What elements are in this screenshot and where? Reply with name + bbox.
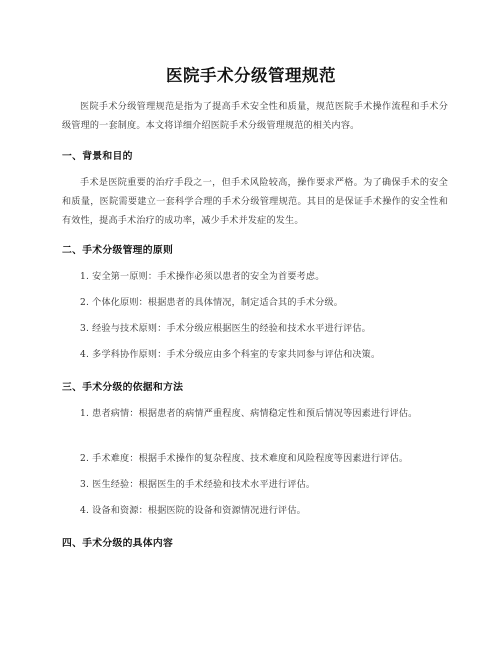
intro-paragraph: 医院手术分级管理规范是指为了提高手术安全性和质量，规范医院手术操作流程和手术分级管理的一套制度。本文将详细介绍医院手术分级管理规范的相关内容。	[62, 102, 448, 131]
list-item: 2. 个体化原则：根据患者的具体情况，制定适合其的手术分级。	[80, 298, 344, 308]
section-heading-principles: 二、手术分级管理的原则	[62, 245, 174, 256]
list-item: 1. 患者病情：根据患者的病情严重程度、病情稳定性和预后情况等因素进行评估。	[80, 409, 418, 419]
section-heading-content: 四、手术分级的具体内容	[62, 538, 174, 549]
list-item: 2. 手术难度：根据手术操作的复杂程度、技术难度和风险程度等因素进行评估。	[80, 454, 409, 464]
list-item: 1. 安全第一原则：手术操作必须以患者的安全为首要考虑。	[80, 272, 325, 282]
background-paragraph: 手术是医院重要的治疗手段之一，但手术风险较高，操作要求严格。为了确保手术的安全和质量，医院需要建立一套科学合理的手术分级管理规范。其目的是保证手术操作的安全性和有效性，提高手术治疗的成功率，减少手术并发症的发生。	[62, 178, 448, 226]
document-title: 医院手术分级管理规范	[166, 66, 336, 85]
list-item: 3. 经验与技术原则：手术分级应根据医生的经验和技术水平进行评估。	[80, 324, 371, 334]
list-item: 4. 多学科协作原则：手术分级应由多个科室的专家共同参与评估和决策。	[80, 350, 381, 360]
section-heading-basis: 三、手术分级的依据和方法	[62, 382, 184, 393]
section-heading-background: 一、背景和目的	[62, 151, 133, 162]
list-item: 3. 医生经验：根据医生的手术经验和技术水平进行评估。	[80, 480, 316, 490]
list-item: 4. 设备和资源：根据医院的设备和资源情况进行评估。	[80, 506, 306, 516]
